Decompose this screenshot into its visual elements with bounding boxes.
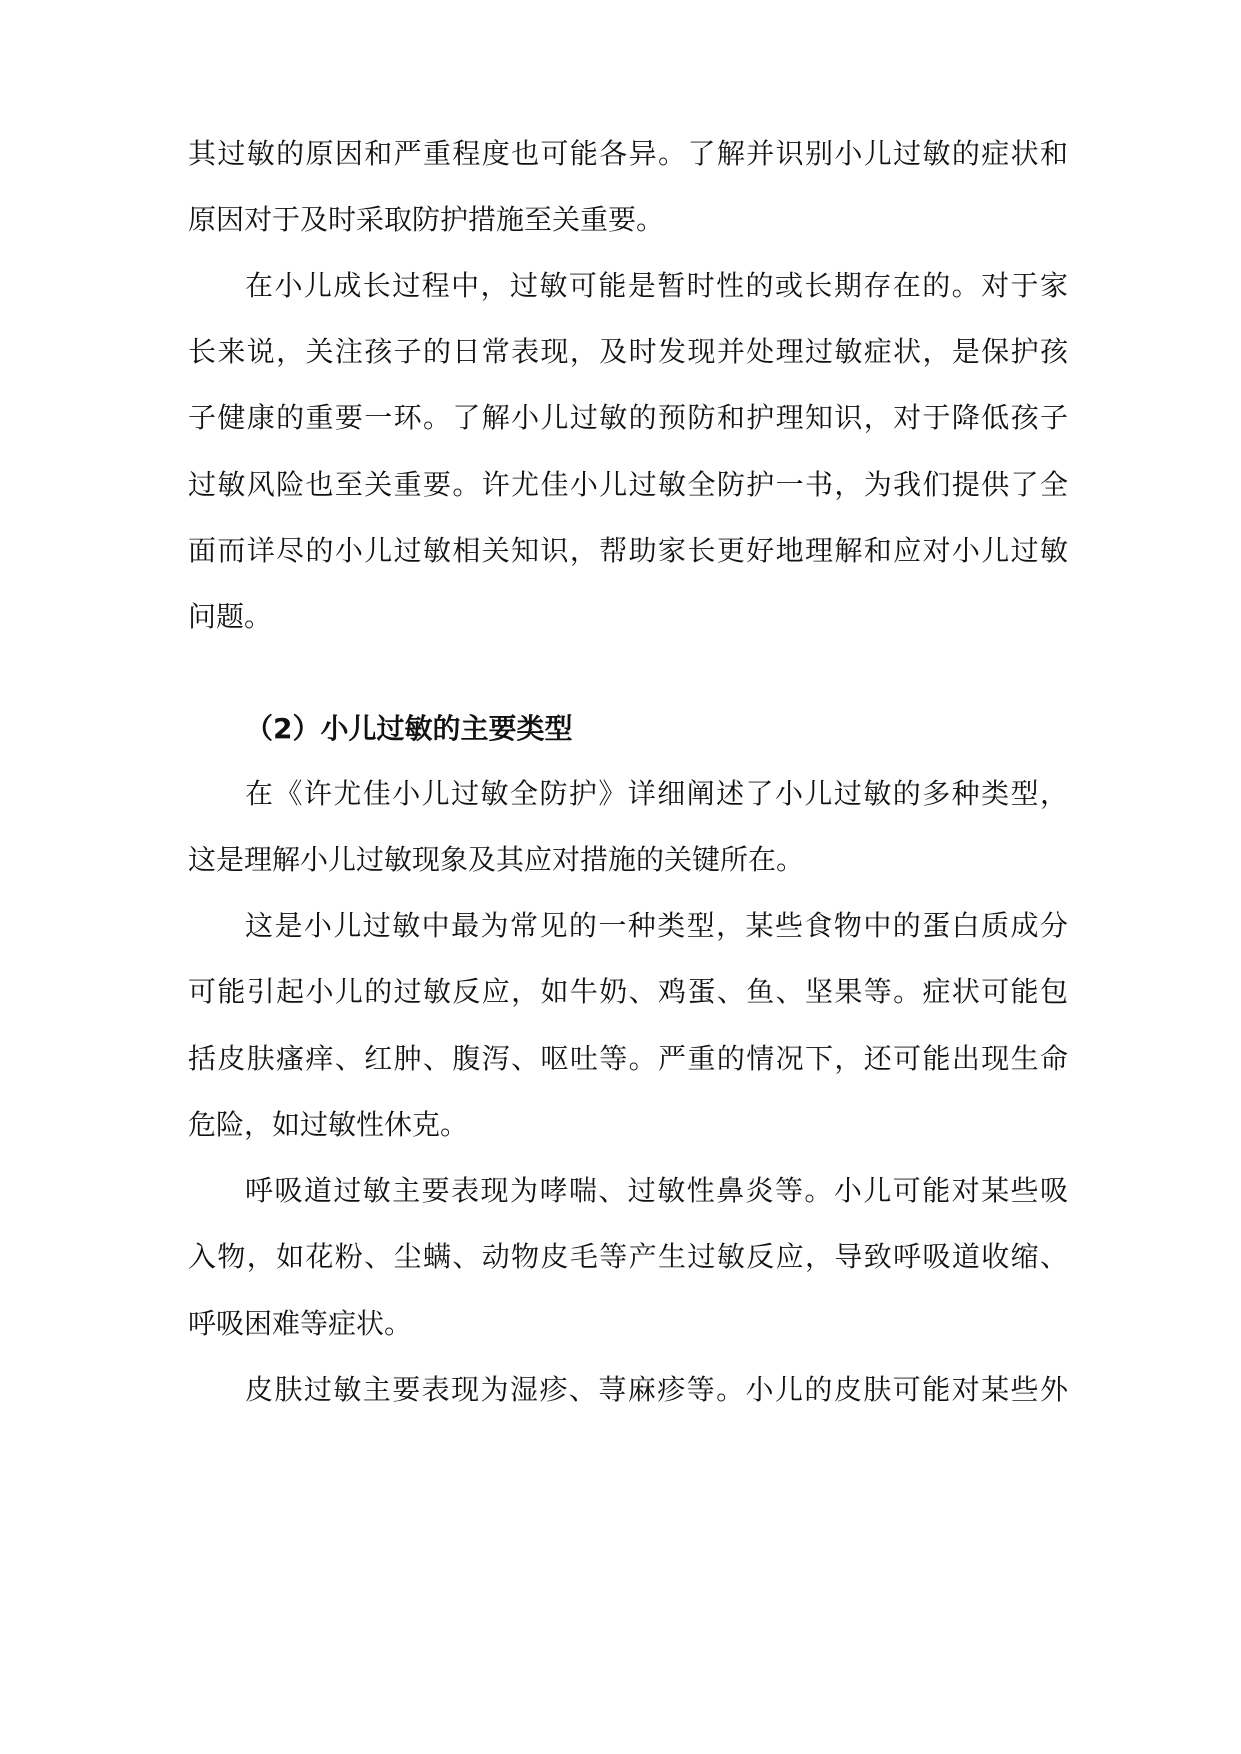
paragraph-5-line-1: 呼吸道过敏主要表现为哮喘、过敏性鼻炎等。小儿可能对某些吸	[245, 1174, 1068, 1207]
paragraph-2-line-2: 长来说，关注孩子的日常表现，及时发现并处理过敏症状，是保护孩	[188, 335, 1068, 368]
paragraph-2-line-5: 面而详尽的小儿过敏相关知识，帮助家长更好地理解和应对小儿过敏	[188, 534, 1068, 567]
paragraph-4-line-3: 括皮肤瘙痒、红肿、腹泻、呕吐等。严重的情况下，还可能出现生命	[188, 1042, 1068, 1075]
paragraph-3-line-2: 这是理解小儿过敏现象及其应对措施的关键所在。	[188, 843, 805, 876]
paragraph-2-line-1: 在小儿成长过程中，过敏可能是暂时性的或长期存在的。对于家	[245, 269, 1068, 302]
paragraph-4-line-2: 可能引起小儿的过敏反应，如牛奶、鸡蛋、鱼、坚果等。症状可能包	[188, 975, 1068, 1008]
paragraph-1-line-2: 原因对于及时采取防护措施至关重要。	[188, 203, 665, 236]
paragraph-6-line-1: 皮肤过敏主要表现为湿疹、荨麻疹等。小儿的皮肤可能对某些外	[245, 1373, 1068, 1406]
paragraph-5-line-2: 入物，如花粉、尘螨、动物皮毛等产生过敏反应，导致呼吸道收缩、	[188, 1240, 1068, 1273]
paragraph-4-line-1: 这是小儿过敏中最为常见的一种类型，某些食物中的蛋白质成分	[245, 909, 1068, 942]
paragraph-4-line-4: 危险，如过敏性休克。	[188, 1108, 469, 1141]
paragraph-2-line-6: 问题。	[188, 600, 273, 633]
paragraph-2-line-4: 过敏风险也至关重要。许尤佳小儿过敏全防护一书，为我们提供了全	[188, 468, 1068, 501]
section-heading: （2）小儿过敏的主要类型	[245, 712, 573, 745]
paragraph-5-line-3: 呼吸困难等症状。	[188, 1307, 413, 1340]
paragraph-1-line-1: 其过敏的原因和严重程度也可能各异。了解并识别小儿过敏的症状和	[188, 137, 1068, 170]
paragraph-3-line-1: 在《许尤佳小儿过敏全防护》详细阐述了小儿过敏的多种类型，	[245, 777, 1068, 810]
paragraph-2-line-3: 子健康的重要一环。了解小儿过敏的预防和护理知识，对于降低孩子	[188, 401, 1068, 434]
